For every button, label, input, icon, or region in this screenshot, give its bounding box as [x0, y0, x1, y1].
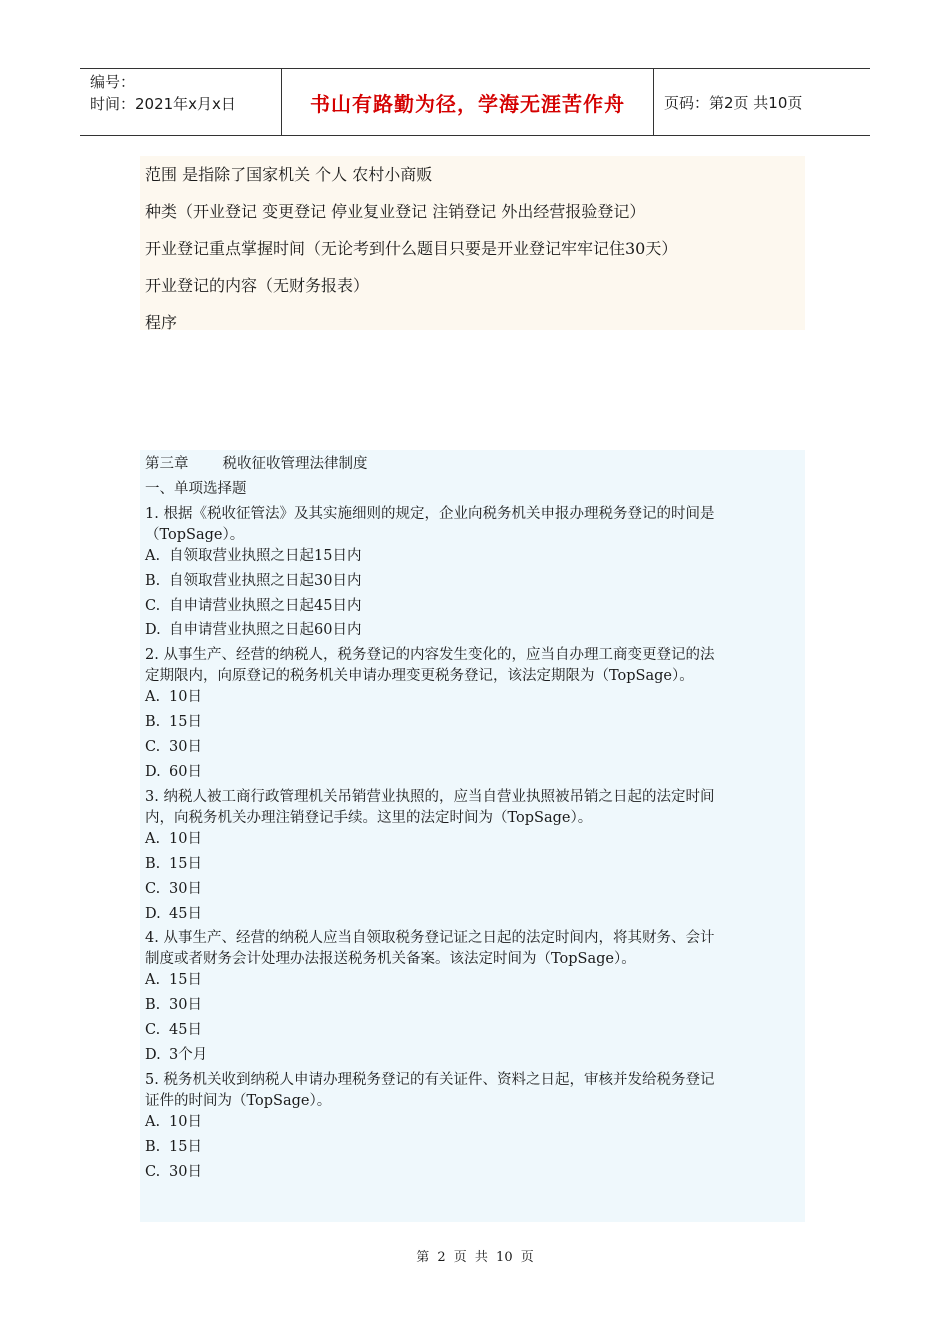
answer-option	[145, 827, 805, 852]
option-text: 60日	[169, 764, 202, 781]
answer-option	[145, 760, 805, 785]
option-letter: D.	[145, 622, 161, 639]
chapter-number: 第三章	[145, 456, 189, 472]
question-text: 内，向税务机关办理注销登记手续。这里的法定时间为（TopSage）。	[145, 809, 593, 826]
document-number-label: 编号：	[90, 73, 136, 91]
answer-option	[145, 1018, 805, 1043]
option-letter: C.	[145, 1163, 161, 1180]
header-motto: 书山有路勤为径，学海无涯苦作舟	[310, 91, 625, 116]
option-letter: A.	[145, 547, 161, 564]
option-text: 15日	[169, 1138, 202, 1155]
option-letter: B.	[145, 714, 161, 731]
option-text: 30日	[169, 1163, 202, 1180]
answer-option	[145, 735, 805, 760]
question-item	[145, 1068, 805, 1185]
answer-option	[145, 594, 805, 619]
section-heading: 一、单项选择题	[145, 480, 247, 497]
question-text: 1. 根据《税收征管法》及其实施细则的规定，企业向税务机关申报办理税务登记的时间是	[145, 505, 715, 522]
chapter-heading	[145, 452, 805, 477]
option-letter: A.	[145, 1114, 161, 1131]
option-letter: C.	[145, 739, 161, 756]
answer-option	[145, 993, 805, 1018]
option-letter: B.	[145, 572, 161, 589]
answer-option	[145, 544, 805, 569]
option-letter: C.	[145, 1022, 161, 1039]
option-text: 10日	[169, 1114, 202, 1131]
chapter-title: 税收征收管理法律制度	[222, 456, 368, 472]
answer-option	[145, 710, 805, 735]
question-item	[145, 643, 805, 785]
notes-line: 开业登记重点掌握时间（无论考到什么题目只要是开业登记牢牢记住30天）	[145, 239, 678, 258]
option-letter: B.	[145, 997, 161, 1014]
option-text: 30日	[169, 739, 202, 756]
answer-option	[145, 1135, 805, 1160]
option-text: 自领取营业执照之日起15日内	[169, 547, 362, 564]
option-text: 自领取营业执照之日起30日内	[169, 572, 362, 589]
header-page-info: 页码：第2页 共10页	[664, 93, 803, 112]
option-text: 30日	[169, 997, 202, 1014]
option-letter: A.	[145, 972, 161, 989]
header-meta	[80, 69, 282, 135]
option-text: 15日	[169, 972, 202, 989]
answer-option	[145, 902, 805, 927]
question-text: 证件的时间为（TopSage）。	[145, 1093, 332, 1110]
notes-block	[140, 156, 805, 330]
answer-option	[145, 1160, 805, 1185]
question-text: 2. 从事生产、经营的纳税人，税务登记的内容发生变化的，应当自办理工商变更登记的法	[145, 647, 715, 664]
option-text: 30日	[169, 880, 202, 897]
header-motto-cell	[282, 69, 654, 135]
document-date-label: 时间：2021年x月x日	[90, 95, 236, 113]
answer-option	[145, 968, 805, 993]
option-text: 10日	[169, 830, 202, 847]
option-letter: A.	[145, 830, 161, 847]
page-header	[80, 68, 870, 136]
page-footer: 第 2 页 共 10 页	[416, 1250, 534, 1265]
option-text: 自申请营业执照之日起45日内	[169, 597, 362, 614]
chapter-block	[140, 450, 805, 1222]
question-text: 5. 税务机关收到纳税人申请办理税务登记的有关证件、资料之日起，审核并发给税务登记	[145, 1072, 715, 1089]
answer-option	[145, 1043, 805, 1068]
option-text: 45日	[169, 1022, 202, 1039]
question-item	[145, 785, 805, 927]
option-text: 15日	[169, 714, 202, 731]
option-letter: C.	[145, 880, 161, 897]
option-letter: B.	[145, 1138, 161, 1155]
answer-option	[145, 618, 805, 643]
notes-line: 程序	[145, 313, 178, 332]
question-text: （TopSage）。	[145, 526, 245, 543]
answer-option	[145, 1110, 805, 1135]
option-letter: D.	[145, 905, 161, 922]
notes-line: 种类（开业登记 变更登记 停业复业登记 注销登记 外出经营报验登记）	[145, 202, 646, 221]
option-text: 15日	[169, 855, 202, 872]
notes-line: 范围 是指除了国家机关 个人 农村小商贩	[145, 165, 433, 184]
question-text: 4. 从事生产、经营的纳税人应当自领取税务登记证之日起的法定时间内，将其财务、会计	[145, 930, 715, 947]
option-text: 10日	[169, 689, 202, 706]
option-text: 自申请营业执照之日起60日内	[169, 622, 362, 639]
question-list	[145, 502, 805, 1185]
notes-line: 开业登记的内容（无财务报表）	[145, 276, 370, 295]
question-text: 制度或者财务会计处理办法报送税务机关备案。该法定时间为（TopSage）。	[145, 951, 636, 968]
option-text: 3个月	[169, 1047, 208, 1064]
option-letter: D.	[145, 1047, 161, 1064]
option-letter: A.	[145, 689, 161, 706]
option-letter: D.	[145, 764, 161, 781]
option-letter: B.	[145, 855, 161, 872]
answer-option	[145, 877, 805, 902]
answer-option	[145, 569, 805, 594]
question-item	[145, 502, 805, 644]
question-text: 定期限内，向原登记的税务机关申请办理变更税务登记，该法定期限为（TopSage）。	[145, 668, 694, 685]
answer-option	[145, 852, 805, 877]
answer-option	[145, 685, 805, 710]
question-item	[145, 926, 805, 1068]
option-text: 45日	[169, 905, 202, 922]
question-text: 3. 纳税人被工商行政管理机关吊销营业执照的，应当自营业执照被吊销之日起的法定时间	[145, 788, 715, 805]
option-letter: C.	[145, 597, 161, 614]
